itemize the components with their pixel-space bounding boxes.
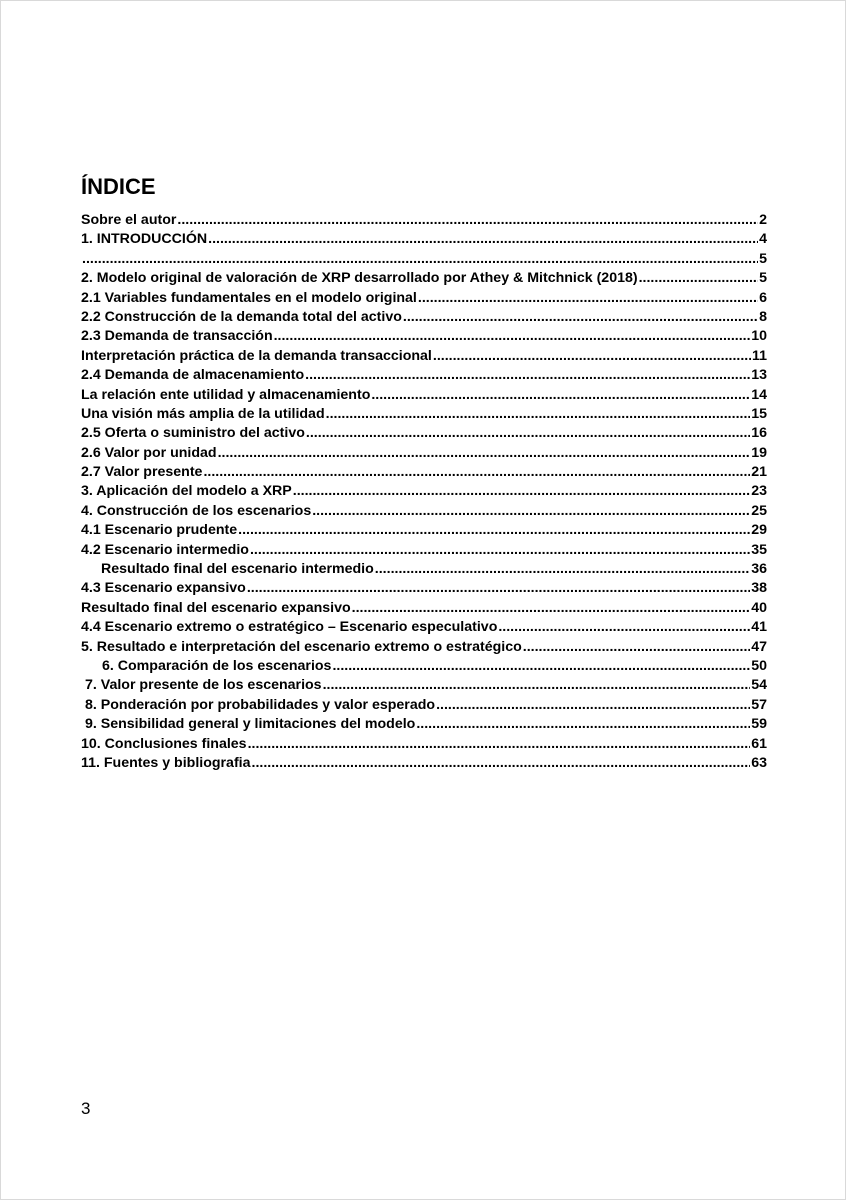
toc-entry-modelo-original[interactable] [81, 269, 767, 288]
toc-entry-label: 4.2 Escenario intermedio [81, 541, 249, 558]
toc-entry-label: 1. INTRODUCCIÓN [81, 231, 208, 248]
toc-entry-label: 5. Resultado e interpretación del escenario extremo o estratégico [81, 638, 522, 655]
toc-entry-label: 2.2 Construcción de la demanda total del activo [81, 308, 402, 325]
toc-leader-dots [247, 579, 750, 598]
toc-leader-dots [274, 327, 751, 346]
toc-entry-page: 23 [751, 483, 767, 500]
toc-entry-page: 38 [751, 580, 767, 597]
toc-entry-aplicacion-modelo[interactable] [81, 482, 767, 501]
toc-leader-dots [371, 386, 750, 405]
toc-entry-label: 6. Comparación de los escenarios [102, 657, 332, 674]
toc-entry-page: 50 [751, 657, 767, 674]
toc-leader-dots [248, 735, 751, 754]
toc-list [81, 211, 767, 773]
toc-entry-page: 6 [759, 289, 767, 306]
toc-entry-valor-por-unidad[interactable] [81, 444, 767, 463]
toc-entry-page: 36 [751, 561, 767, 578]
toc-entry-conclusiones[interactable] [81, 735, 767, 754]
toc-leader-dots [293, 482, 750, 501]
toc-entry-page: 41 [751, 619, 767, 636]
toc-entry-label: 8. Ponderación por probabilidades y valor esperado [85, 696, 436, 713]
toc-entry-page: 13 [751, 367, 767, 384]
toc-leader-dots [332, 657, 750, 676]
toc-entry-page: 40 [751, 599, 767, 616]
toc-leader-dots [375, 560, 750, 579]
toc-entry-label: La relación ente utilidad y almacenamiento [81, 386, 371, 403]
toc-entry-introduccion[interactable] [81, 230, 767, 249]
toc-entry-label: Interpretación práctica de la demanda transaccional [81, 347, 432, 364]
toc-entry-page: 8 [759, 308, 767, 325]
toc-leader-dots [312, 502, 750, 521]
toc-entry-label: 2.5 Oferta o suministro del activo [81, 425, 305, 442]
toc-entry-label: Una visión más amplia de la utilidad [81, 405, 325, 422]
toc-entry-page: 61 [751, 735, 767, 752]
toc-leader-dots [418, 289, 758, 308]
toc-leader-dots [238, 521, 750, 540]
toc-entry-page: 4 [759, 231, 767, 248]
toc-leader-dots [403, 308, 758, 327]
toc-entry-valor-presente[interactable] [81, 463, 767, 482]
toc-entry-oferta-suministro[interactable] [81, 424, 767, 443]
toc-leader-dots [177, 211, 758, 230]
toc-leader-dots [203, 463, 750, 482]
toc-leader-dots [326, 405, 751, 424]
toc-entry-demanda-almacenamiento[interactable] [81, 366, 767, 385]
toc-entry-label: 4.1 Escenario prudente [81, 522, 238, 539]
toc-leader-dots [433, 347, 751, 366]
toc-entry-page: 11 [752, 347, 767, 364]
toc-entry-label: 11. Fuentes y bibliografia [81, 754, 251, 771]
toc-entry-label: 2.4 Demanda de almacenamiento [81, 367, 305, 384]
toc-entry-label: Resultado final del escenario intermedio [101, 561, 374, 578]
toc-entry-label: 2.7 Valor presente [81, 464, 203, 481]
toc-entry-interpretacion-practica[interactable] [81, 347, 767, 366]
toc-entry-label: 4.3 Escenario expansivo [81, 580, 246, 597]
toc-entry-blank[interactable] [81, 250, 767, 269]
toc-entry-page: 5 [759, 250, 767, 267]
toc-entry-page: 16 [751, 425, 767, 442]
toc-entry-escenario-extremo[interactable] [81, 618, 767, 637]
toc-leader-dots [639, 269, 759, 288]
toc-entry-ponderacion[interactable] [81, 696, 767, 715]
toc-entry-page: 59 [751, 716, 767, 733]
toc-entry-label: 2.1 Variables fundamentales en el modelo original [81, 289, 417, 306]
toc-leader-dots [82, 250, 758, 269]
toc-leader-dots [498, 618, 750, 637]
toc-entry-label: Resultado final del escenario expansivo [81, 599, 351, 616]
toc-entry-construccion-escenarios[interactable] [81, 502, 767, 521]
toc-entry-label: 2.6 Valor por unidad [81, 444, 217, 461]
toc-entry-page: 14 [751, 386, 767, 403]
toc-leader-dots [436, 696, 750, 715]
toc-entry-page: 19 [751, 444, 767, 461]
toc-entry-sobre-el-autor[interactable] [81, 211, 767, 230]
table-of-contents [81, 172, 767, 773]
toc-entry-sensibilidad[interactable] [81, 715, 767, 734]
toc-leader-dots [306, 424, 750, 443]
toc-entry-resultado-intermedio[interactable] [81, 560, 767, 579]
toc-entry-page: 35 [751, 541, 767, 558]
toc-entry-page: 21 [751, 464, 767, 481]
toc-entry-relacion-utilidad[interactable] [81, 386, 767, 405]
toc-entry-vision-amplia[interactable] [81, 405, 767, 424]
toc-entry-page: 47 [751, 638, 767, 655]
toc-leader-dots [208, 230, 758, 249]
toc-entry-page: 15 [751, 405, 767, 422]
toc-leader-dots [323, 676, 751, 695]
toc-entry-construccion-demanda[interactable] [81, 308, 767, 327]
toc-entry-label: 4.4 Escenario extremo o estratégico – Escenario especulativo [81, 619, 498, 636]
toc-leader-dots [218, 444, 751, 463]
toc-entry-resultado-extremo[interactable] [81, 638, 767, 657]
toc-entry-label: 7. Valor presente de los escenarios [85, 677, 322, 694]
toc-entry-label: Sobre el autor [81, 212, 177, 228]
toc-entry-comparacion-escenarios[interactable] [81, 657, 767, 676]
toc-leader-dots [250, 541, 750, 560]
toc-entry-variables-fundamentales[interactable] [81, 289, 767, 308]
toc-entry-label: 10. Conclusiones finales [81, 735, 247, 752]
toc-entry-label: 4. Construcción de los escenarios [81, 502, 312, 519]
toc-entry-page: 25 [751, 502, 767, 519]
toc-leader-dots [416, 715, 750, 734]
toc-entry-page: 54 [751, 677, 767, 694]
page-number: 3 [81, 1099, 91, 1118]
toc-entry-page: 5 [759, 270, 767, 287]
toc-title: ÍNDICE [81, 174, 156, 199]
toc-entry-demanda-transaccion[interactable] [81, 327, 767, 346]
toc-leader-dots [305, 366, 750, 385]
toc-entry-page: 2 [759, 212, 767, 228]
toc-entry-page: 10 [751, 328, 767, 345]
toc-entry-escenario-prudente[interactable] [81, 521, 767, 540]
toc-entry-label: 2. Modelo original de valoración de XRP desarrollado por Athey & Mitchnick (2018) [81, 270, 638, 287]
toc-entry-label: 3. Aplicación del modelo a XRP [81, 483, 292, 500]
toc-entry-label: 9. Sensibilidad general y limitaciones del modelo [85, 716, 416, 733]
toc-entry-fuentes[interactable] [81, 754, 767, 773]
toc-leader-dots [252, 754, 751, 773]
toc-entry-resultado-expansivo[interactable] [81, 599, 767, 618]
toc-entry-valor-presente-escenarios[interactable] [81, 676, 767, 695]
toc-entry-escenario-intermedio[interactable] [81, 541, 767, 560]
toc-leader-dots [523, 638, 750, 657]
toc-entry-page: 63 [751, 754, 767, 771]
toc-leader-dots [352, 599, 751, 618]
toc-entry-label: 2.3 Demanda de transacción [81, 328, 273, 345]
toc-entry-page: 29 [751, 522, 767, 539]
toc-entry-page: 57 [751, 696, 767, 713]
toc-entry-escenario-expansivo[interactable] [81, 579, 767, 598]
